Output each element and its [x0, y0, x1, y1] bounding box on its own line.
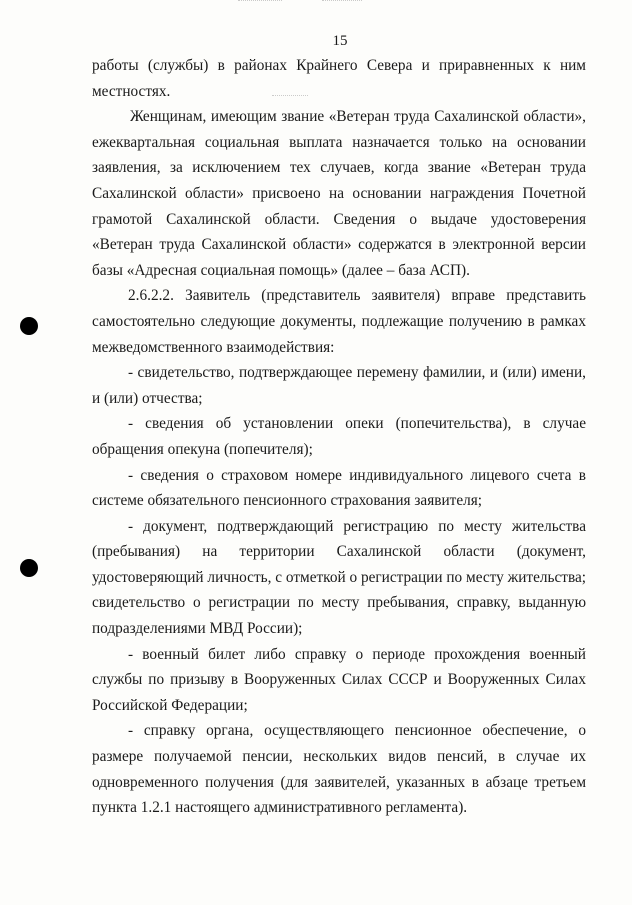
- list-item: - военный билет либо справку о периоде прохождения военный службы по призыву в Вооруженных Силах СССР и Вооруженных Силах Российской Федерации;: [92, 645, 586, 714]
- paragraph: 2.6.2.2. Заявитель (представитель заявителя) вправе представить самостоятельно следующие документы, подлежащие получению в рамках межведомственного взаимодействия:: [92, 287, 586, 356]
- paragraph: Женщинам, имеющим звание «Ветеран труда Сахалинской области», ежеквартальная социальная выплата назначается только на основании заявления, за исключением тех случаев, когда звание «Ветеран труда Сахалинской области» присвоено на основании награждения Почетной грамотой Сахалинской области. Сведения о выдаче удостоверения «Ветеран труда Сахалинской области» содержатся в электронной версии базы «Адресная социальная помощь» (далее – база АСП).: [92, 108, 586, 279]
- punch-hole: [20, 317, 38, 335]
- list-item: - документ, подтверждающий регистрацию по месту жительства (пребывания) на территории Сахалинской области (документ, удостоверяющий личность, с отметкой о регистрации по месту жительства; свидетельство о регистрации по месту пребывания, справку, выданную подразделениями МВД России);: [92, 517, 586, 638]
- paragraph: работы (службы) в районах Крайнего Севера и приравненных к ним местностях.: [92, 57, 586, 100]
- list-item: - сведения о страховом номере индивидуального лицевого счета в системе обязательного пенсионного страхования заявителя;: [92, 466, 586, 510]
- scan-artifact: [238, 0, 282, 9]
- punch-hole: [20, 559, 38, 577]
- list-item: - справку органа, осуществляющего пенсионное обеспечение, о размере получаемой пенсии, нескольких видов пенсий, в случае их одновременного получения (для заявителей, указанных в абзаце третьем пункта 1.2.1 настоящего административного регламента).: [92, 722, 586, 817]
- list-item: - сведения об установлении опеки (попечительства), в случае обращения опекуна (попечителя);: [92, 415, 586, 458]
- list-item: - свидетельство, подтверждающее перемену фамилии, и (или) имени, и (или) отчества;: [92, 364, 586, 407]
- body-text: [92, 53, 586, 821]
- page-number: 15: [332, 33, 348, 49]
- scan-artifact: [322, 0, 362, 9]
